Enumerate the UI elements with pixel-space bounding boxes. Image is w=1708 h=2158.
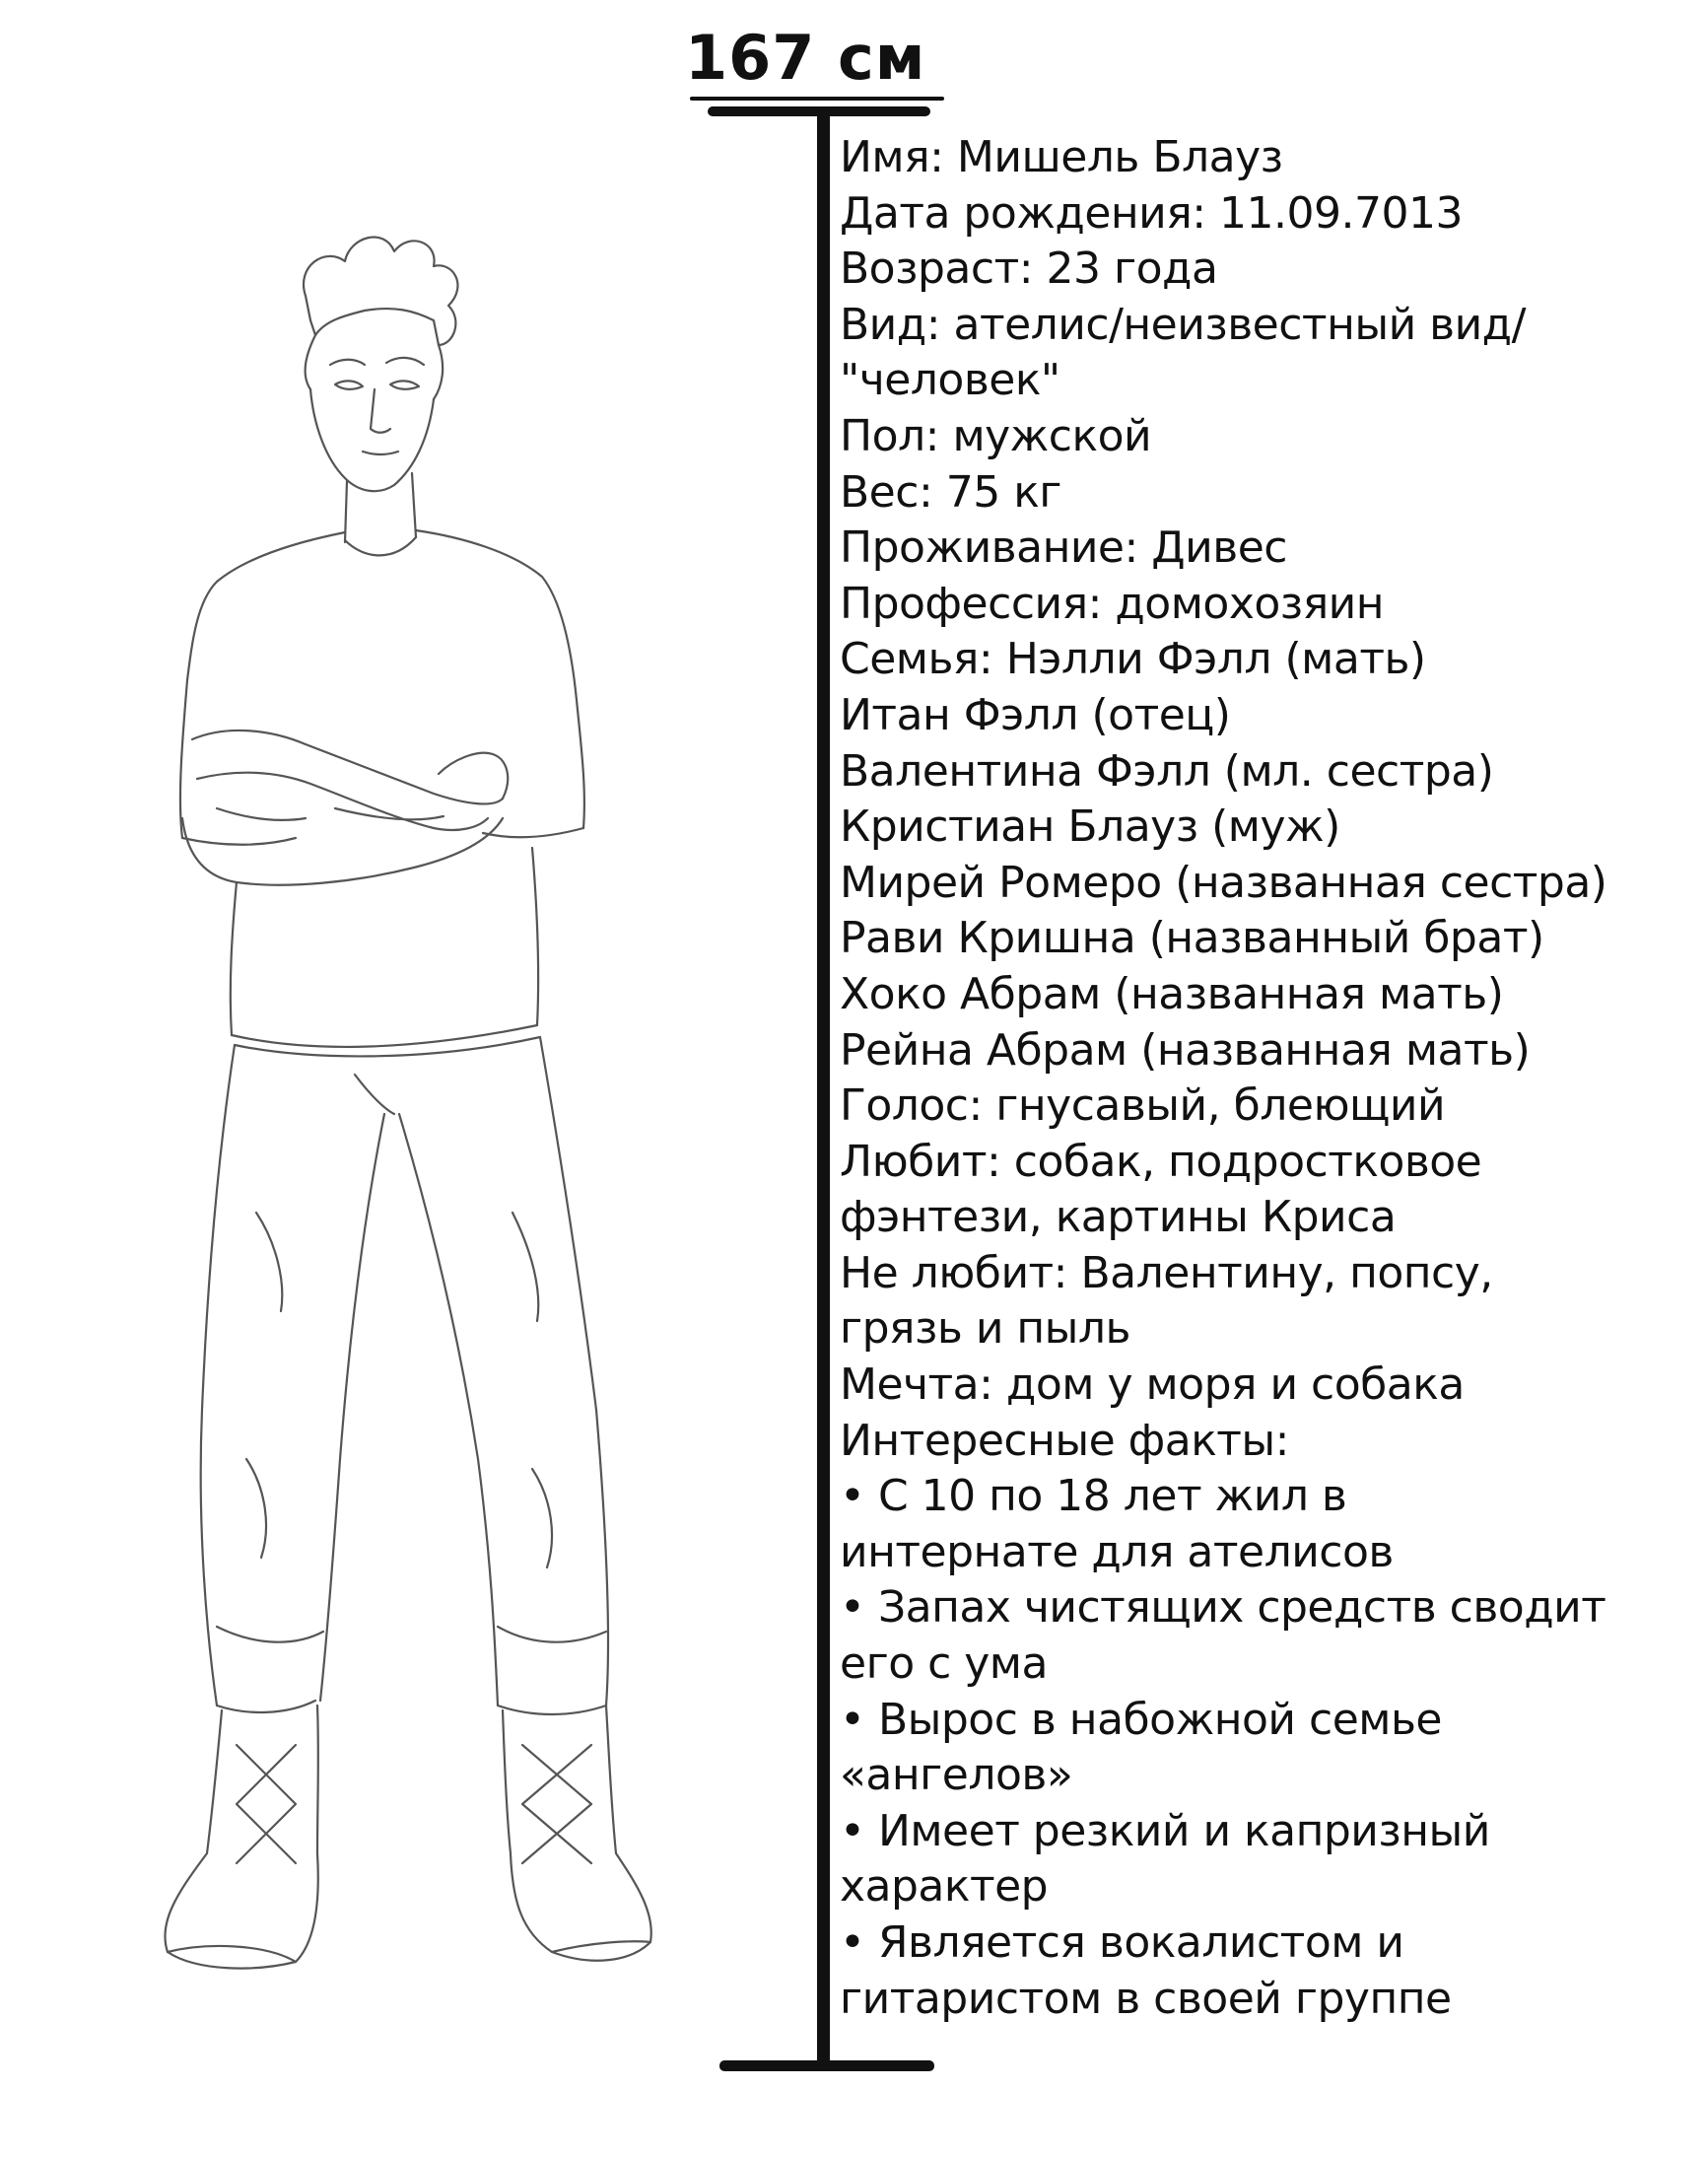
info-line: "человек" xyxy=(840,355,1060,406)
info-line: Имя: Мишель Блауз xyxy=(840,132,1283,182)
info-line: Мечта: дом у моря и собака xyxy=(840,1359,1465,1411)
info-line: Итан Фэлл (отец) xyxy=(840,689,1231,740)
info-line: Голос: гнусавый, блеющий xyxy=(840,1080,1446,1132)
info-line: Пол: мужской xyxy=(840,410,1152,461)
info-line: Интересные факты: xyxy=(840,1415,1289,1466)
info-line: • Имеет резкий и капризный xyxy=(840,1805,1490,1856)
info-line: Рави Кришна (названный брат) xyxy=(840,913,1544,964)
info-line: Профессия: домохозяин xyxy=(840,578,1385,629)
info-line: интернате для ателисов xyxy=(840,1526,1394,1577)
info-line: Валентина Фэлл (мл. сестра) xyxy=(840,745,1494,797)
info-line: Дата рождения: 11.09.7013 xyxy=(840,187,1463,239)
info-line: Вес: 75 кг xyxy=(840,466,1061,518)
info-line: • Вырос в набожной семье xyxy=(840,1694,1442,1745)
info-line: • Запах чистящих средств сводит xyxy=(840,1582,1606,1634)
height-bar-bottom xyxy=(719,2060,934,2071)
height-underline xyxy=(690,97,944,101)
character-sketch-icon xyxy=(99,227,729,2051)
info-line: характер xyxy=(840,1861,1049,1913)
info-line: Вид: ателис/неизвестный вид/ xyxy=(840,299,1526,350)
info-line: Хоко Абрам (названная мать) xyxy=(840,968,1504,1019)
info-line: Кристиан Блауз (муж) xyxy=(840,801,1340,853)
info-line: фэнтези, картины Криса xyxy=(840,1192,1397,1243)
height-label: 167 см xyxy=(685,22,926,94)
info-line: гитаристом в своей группе xyxy=(840,1973,1452,2024)
info-line: «ангелов» xyxy=(840,1750,1073,1801)
info-line: Возраст: 23 года xyxy=(840,244,1218,295)
info-line: Семья: Нэлли Фэлл (мать) xyxy=(840,634,1426,685)
info-line: • С 10 по 18 лет жил в xyxy=(840,1471,1347,1522)
info-line: Рейна Абрам (названная мать) xyxy=(840,1024,1531,1076)
info-line: его с ума xyxy=(840,1638,1048,1690)
character-info xyxy=(840,130,1677,2027)
info-line: • Является вокалистом и xyxy=(840,1917,1404,1968)
info-line: Любит: собак, подростковое xyxy=(840,1136,1482,1187)
info-line: грязь и пыль xyxy=(840,1303,1130,1355)
height-bar xyxy=(817,111,830,2068)
info-line: Проживание: Дивес xyxy=(840,522,1287,574)
info-line: Не любит: Валентину, попсу, xyxy=(840,1247,1493,1298)
info-line: Мирей Ромеро (названная сестра) xyxy=(840,857,1607,908)
